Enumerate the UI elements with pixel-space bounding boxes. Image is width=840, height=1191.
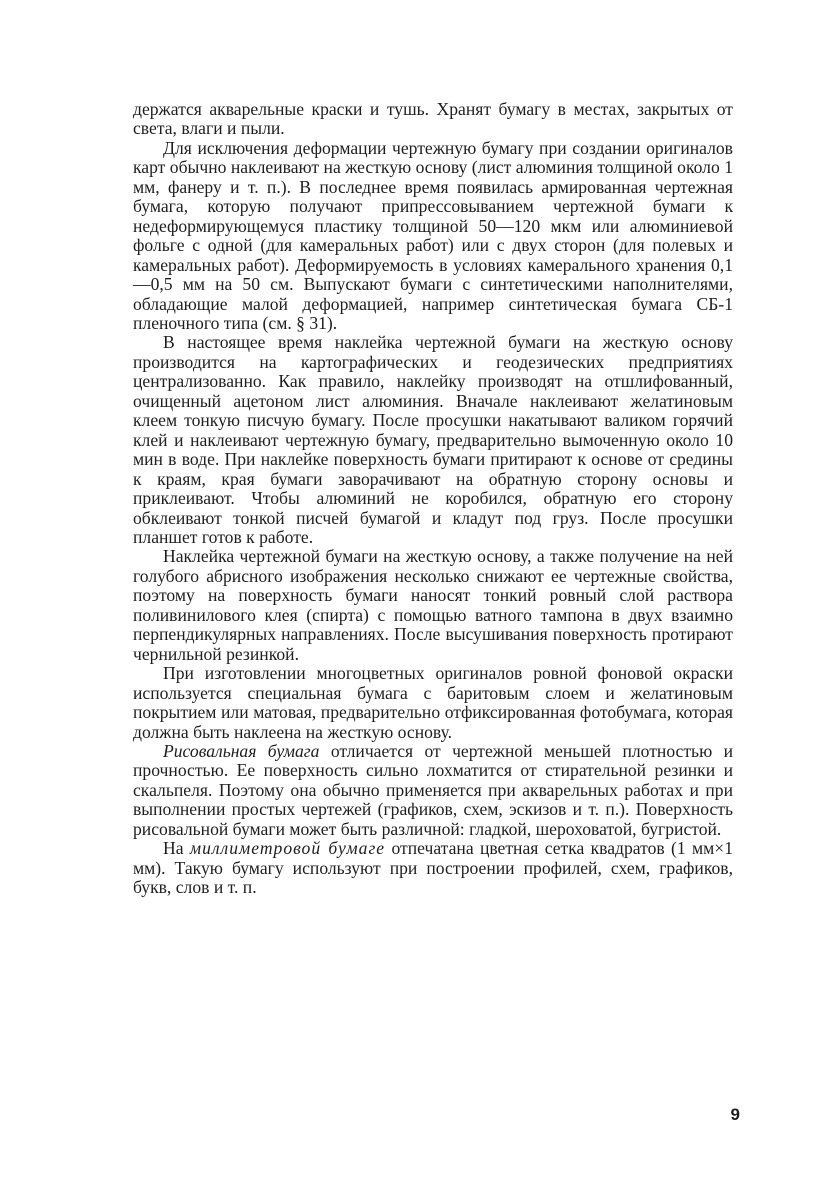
paragraph-1	[133, 100, 733, 139]
paragraph-3	[133, 333, 733, 547]
term-graph-paper: миллиметровой бумаге	[189, 838, 386, 859]
paragraph-6-text: отличается от чертежной меньшей плотностью и прочностью. Ее поверхность сильно лохматится от стирательной резинки и скальпеля. Поэтому она обычно применяется при акварельных работах и при выполнении простых чертежей (графиков, схем, эскизов и т. п.). Поверхность рисовальной бумаги может быть различной: гладкой, шероховатой, бугристой.	[133, 740, 734, 839]
paragraph-5-text: При изготовлении многоцветных оригиналов ровной фоновой окраски используется специальная бумага с баритовым слоем и желатиновым покрытием или матовая, предварительно отфиксированная фотобумага, которая должна быть наклеена на жесткую основу.	[133, 663, 733, 742]
paragraph-7-lead: На	[163, 838, 190, 859]
paragraph-1-text: держатся акварельные краски и тушь. Хранят бумагу в местах, закрытых от света, влаги и пыли.	[133, 99, 733, 139]
paragraph-7-text: отпечатана цветная сетка квадратов (1 мм×1 мм). Такую бумагу используют при построении профилей, схем, графиков, букв, слов и т. п.	[133, 838, 733, 898]
term-drawing-paper: Рисовальная бумага	[163, 740, 320, 761]
paragraph-5	[133, 664, 733, 742]
paragraph-2	[133, 139, 733, 334]
paragraph-4	[133, 547, 733, 664]
page-body	[133, 100, 733, 898]
paragraph-6	[133, 742, 733, 839]
paragraph-4-text: Наклейка чертежной бумаги на жесткую основу, а также получение на ней голубого абрисного изображения несколько снижают ее чертежные свойства, поэтому на поверхность бумаги наносят тонкий ровный слой раствора поливинилового клея (спирта) с помощью ватного тампона в двух взаимно перпендикулярных направлениях. После высушивания поверхность протирают чернильной резинкой.	[133, 546, 733, 664]
paragraph-2-text: Для исключения деформации чертежную бумагу при создании оригиналов карт обычно наклеивают на жесткую основу (лист алюминия толщиной около 1 мм, фанеру и т. п.). В последнее время появилась армированная чертежная бумага, которую получают припрессовыванием чертежной бумаги к недеформирующемуся пластику толщиной 50—120 мкм или алюминиевой фольге с одной (для камеральных работ) или с двух сторон (для полевых и камеральных работ). Деформируемость в условиях камерального хранения 0,1—0,5 мм на 50 см. Выпускают бумаги с синтетическими наполнителями, обладающие малой деформацией, например синтетическая бумага СБ-1 пленочного типа (см. § 31).	[133, 137, 733, 333]
paragraph-3-text: В настоящее время наклейка чертежной бумаги на жесткую основу производится на картографических и геодезических предприятиях централизованно. Как правило, наклейку производят на отшлифованный, очищенный ацетоном лист алюминия. Вначале наклеивают желатиновым клеем тонкую писчую бумагу. После просушки накатывают валиком горячий клей и наклеивают чертежную бумагу, предварительно вымоченную около 10 мин в воде. При наклейке поверхность бумаги притирают к основе от средины к краям, края бумаги заворачивают на обратную сторону основы и приклеивают. Чтобы алюминий не коробился, обратную его сторону обклеивают тонкой писчей бумагой и кладут под груз. После просушки планшет готов к работе.	[133, 332, 733, 547]
page-number: 9	[730, 1105, 740, 1124]
paragraph-7	[133, 839, 733, 897]
